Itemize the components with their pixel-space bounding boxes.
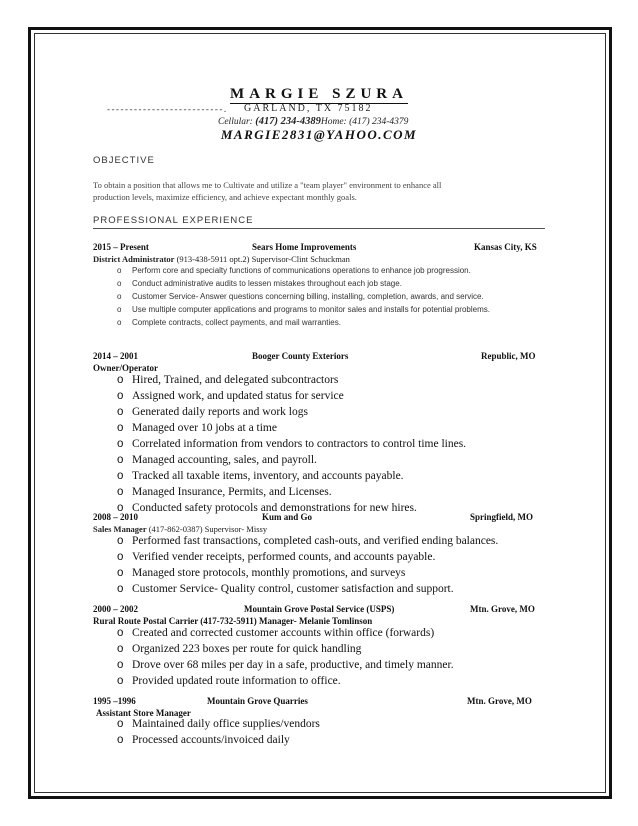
resume-name: MARGIE SZURA (230, 86, 408, 102)
cell-number: (417) 234-4389 (255, 116, 321, 127)
job-dates: 2014 – 2001 (93, 351, 138, 361)
bullet-marker: o (117, 390, 124, 402)
header-phones: Cellular: (417) 234-4389Home: (417) 234-4379 (218, 116, 409, 127)
job-title: District Administrator (913-438-5911 opt.2) Supervisor-Clint Schuckman (93, 254, 350, 264)
bullet-marker: o (117, 305, 122, 314)
job-location: Springfield, MO (470, 512, 534, 522)
list-item: Customer Service- Answer questions concerning billing, installing, completion, awards, and service. (132, 292, 484, 301)
list-item: Assigned work, and updated status for service (132, 390, 344, 402)
list-item: Perform core and specialty functions of communications operations to enhance job progression. (132, 266, 471, 275)
bullet-marker: o (117, 675, 124, 687)
list-item: Performed fast transactions, completed cash-outs, and verified ending balances. (132, 535, 499, 547)
bullet-marker: o (117, 583, 124, 595)
bullet-marker: o (117, 374, 124, 386)
job-title: Assistant Store Manager (96, 708, 191, 718)
bullet-marker: o (117, 551, 124, 563)
header-dots: --------------------------. (107, 104, 228, 114)
job-company: Mountain Grove Quarries (207, 696, 308, 706)
job-location: Republic, MO (481, 351, 536, 361)
list-item: Verified vender receipts, performed counts, and accounts payable. (132, 551, 436, 563)
experience-rule (93, 228, 545, 229)
list-item: Created and corrected customer accounts within office (forwards) (132, 627, 435, 639)
objective-text: To obtain a position that allows me to Cultivate and utilize a "team player" environment to enhance all production levels, maximize efficiency, and achieve expectant monthly goals. (93, 180, 442, 202)
bullet-marker: o (117, 454, 124, 466)
list-item: Drove over 68 miles per day in a safe, productive, and timely manner. (132, 659, 454, 671)
list-item: Processed accounts/invoiced daily (132, 734, 290, 746)
list-item: Organized 223 boxes per route for quick handling (132, 643, 362, 655)
job-company: Booger County Exteriors (252, 351, 349, 361)
experience-heading: PROFESSIONAL EXPERIENCE (93, 215, 254, 226)
bullet-marker: o (117, 318, 122, 327)
bullet-marker: o (117, 279, 122, 288)
list-item: Customer Service- Quality control, customer satisfaction and support. (132, 583, 454, 595)
bullet-marker: o (117, 406, 124, 418)
job-dates: 1995 –1996 (93, 696, 136, 706)
header-city: GARLAND, TX 75182 (244, 103, 373, 114)
bullet-marker: o (117, 567, 124, 579)
header-email: MARGIE2831@YAHOO.COM (220, 127, 418, 142)
bullet-marker: o (117, 292, 122, 301)
bullet-marker: o (117, 470, 124, 482)
job-company: Mountain Grove Postal Service (USPS) (244, 604, 395, 614)
bullet-marker: o (117, 627, 124, 639)
bullet-marker: o (117, 535, 124, 547)
list-item: Maintained daily office supplies/vendors (132, 718, 320, 730)
job-company: Kum and Go (262, 512, 313, 522)
objective-heading: OBJECTIVE (93, 155, 155, 166)
job-dates: 2000 – 2002 (93, 604, 138, 614)
bullet-marker: o (117, 659, 124, 671)
bullet-marker: o (117, 486, 124, 498)
job-title: Rural Route Postal Carrier (417-732-5911) Manager- Melanie Tomlinson (93, 616, 373, 626)
list-item: Provided updated route information to office. (132, 675, 341, 687)
list-item: Correlated information from vendors to contractors to control time lines. (132, 438, 467, 450)
list-item: Managed Insurance, Permits, and Licenses. (132, 486, 332, 498)
bullet-marker: o (117, 643, 124, 655)
bullet-marker: o (117, 422, 124, 434)
list-item: Managed over 10 jobs at a time (132, 422, 277, 434)
job-dates: 2015 – Present (93, 242, 149, 252)
job-company: Sears Home Improvements (252, 242, 357, 252)
bullet-marker: o (117, 266, 122, 275)
list-item: Tracked all taxable items, inventory, and accounts payable. (132, 470, 404, 482)
list-item: Use multiple computer applications and programs to monitor sales and installs for potential problems. (132, 305, 490, 314)
job-dates: 2008 – 2010 (93, 512, 138, 522)
job-title: Sales Manager (417-862-0387) Supervisor- Missy (93, 524, 268, 534)
list-item: Managed store protocols, monthly promotions, and surveys (132, 567, 406, 579)
bullet-marker: o (117, 438, 124, 450)
list-item: Conducted safety protocols and demonstrations for new hires. (132, 502, 417, 514)
bullet-marker: o (117, 718, 124, 730)
bullet-marker: o (117, 502, 124, 514)
list-item: Conduct administrative audits to lessen mistakes throughout each job stage. (132, 279, 402, 288)
job-location: Mtn. Grove, MO (470, 604, 535, 614)
list-item: Hired, Trained, and delegated subcontractors (132, 374, 339, 386)
bullet-marker: o (117, 734, 124, 746)
job-location: Kansas City, KS (474, 242, 537, 252)
list-item: Complete contracts, collect payments, and mail warranties. (132, 318, 341, 327)
job-title: Owner/Operator (93, 363, 158, 373)
job-location: Mtn. Grove, MO (467, 696, 532, 706)
list-item: Managed accounting, sales, and payroll. (132, 454, 317, 466)
list-item: Generated daily reports and work logs (132, 406, 308, 418)
